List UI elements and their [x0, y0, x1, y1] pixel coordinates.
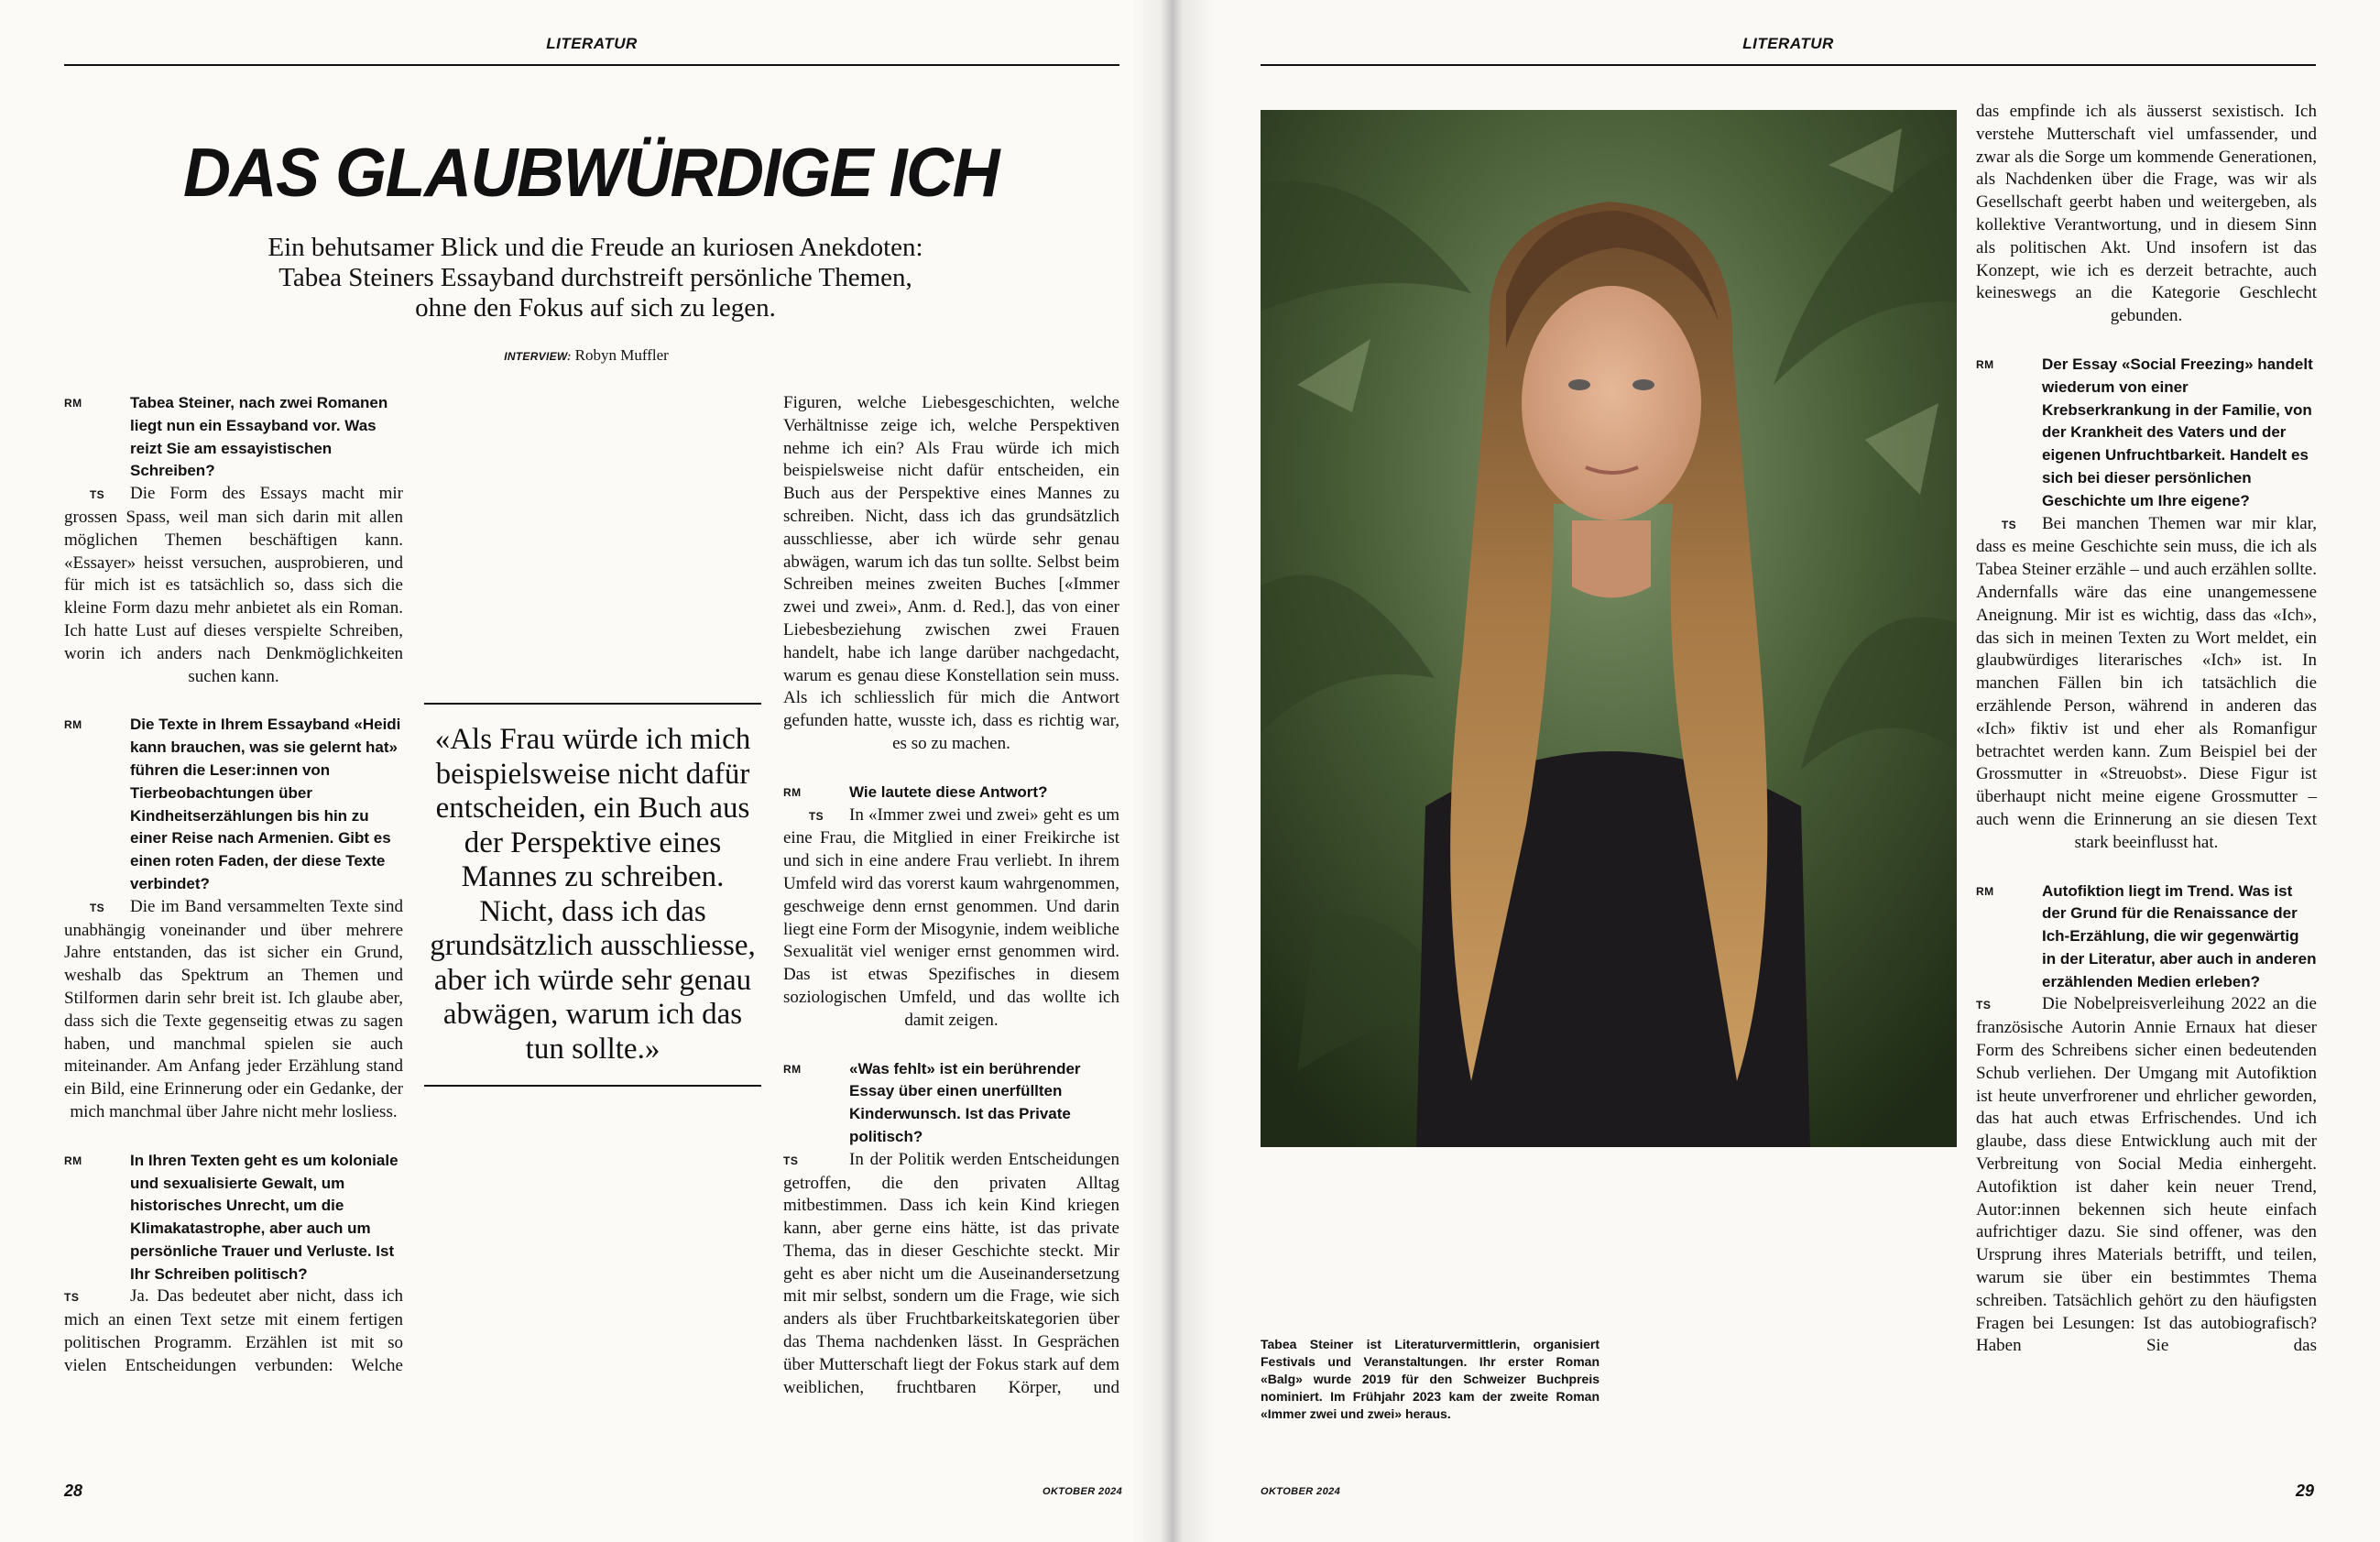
section-header: LITERATUR [546, 35, 638, 52]
question-block [64, 1150, 403, 1286]
question-text: «Was fehlt» ist ein berührender Essay über einen unerfüllten Kinderwunsch. Ist das Private politisch? [849, 1059, 1081, 1145]
speaker-label: TS [1976, 999, 1992, 1012]
question-block [1976, 354, 2317, 513]
answer-block [64, 483, 403, 688]
speaker-label: TS [2001, 518, 2017, 531]
text-column-3 [783, 392, 1119, 1425]
answer-text: Ja. Das bedeutet aber nicht, dass ich mich an einen Text setze mit einem fertigen politischen Programm. Erzählen ist mit so vielen Entscheidungen verbunden: Welche [64, 1286, 403, 1375]
speaker-label: TS [89, 901, 105, 914]
answer-block [783, 1149, 1119, 1400]
answer-text: Die Nobelpreisverleihung 2022 an die französische Autorin Annie Ernaux hat dieser Form des Schreibens sicher einen bedeutenden Schub verliehen. Der Umgang mit Autofiktion ist heute unverfrorener und ehrlicher geworden, das hat auch etwas Erfrischendes. Und ich glaube, dass diese Entwicklung auch mit der Verbreitung von Social Media einhergeht. Autofiktion ist daher kein neuer Trend, Autor:innen bekennen sich heute einfach aufrichtiger dazu. Sie sind offener, was den Ursprung ihres Materials betrifft, und teilen, warum sie über ein bestimmtes Thema schreiben. Tatsächlich gehört zu den häufigsten Fragen bei Lesungen: Ist das autobiografisch? Haben Sie das [1976, 994, 2317, 1356]
text-column-1 [64, 392, 403, 1404]
question-text: In Ihren Texten geht es um koloniale und sexualisierte Gewalt, um historisches Unrecht, um die Klimakatastrophe, aber auch um persönliche Trauer und Verluste. Ist Ihr Schreiben politisch? [130, 1151, 398, 1283]
question-text: Wie lautete diese Antwort? [849, 782, 1048, 801]
answer-text: In der Politik werden Entscheidungen getroffen, die den privaten Alltag mitbestimmen. Dass ich kein Kind kriegen kann, aber gerne eins hätte, ist das private Thema, das in dieser Geschichte steckt. Mir geht es aber nicht um die Auseinandersetzung mit mir selbst, sondern um die Frage, wie sich anders als über Fruchtbarkeitskategorien über das Thema nachdenken lässt. In Gesprächen über Mutterschaft liegt der Fokus stark auf dem weiblichen, fruchtbaren Körper, und [783, 1149, 1119, 1397]
speaker-label: RM [1976, 357, 1994, 371]
page-number: 29 [2296, 1482, 2315, 1500]
speaker-label: TS [783, 1154, 799, 1167]
header-rule [1261, 64, 2316, 66]
byline-label: INTERVIEW: [504, 350, 572, 363]
photo-caption: Tabea Steiner ist Literaturvermittlerin, organisiert Festivals und Veranstaltungen. Ihr erster Roman «Balg» wurde 2019 für den Schweizer Buchpreis nominiert. Im Frühjahr 2023 kam der zweite Roman «Immer zwei und zwei» heraus. [1261, 1337, 1599, 1421]
speaker-label: RM [64, 1154, 82, 1167]
portrait-photo [1261, 110, 1957, 1147]
lead-text [156, 233, 1035, 323]
answer-text: Die im Band versammelten Texte sind unabhängig voneinander und über mehrere Jahre entstanden, das ist sicher ein Grund, weshalb das Spektrum an Themen und Stilformen darin sehr breit ist. Ich glaube aber, dass sich die Texte gegenseitig etwas zu sagen haben, und manchmal spielen sie auch miteinander. Am Anfang jeder Erzählung stand ein Bild, eine Erinnerung oder ein Gedanke, der mich manchmal über Jahre nicht mehr losliess. [64, 896, 403, 1121]
issue-date: OKTOBER 2024 [1043, 1486, 1123, 1497]
answer-block [783, 804, 1119, 1033]
lead-line: ohne den Fokus auf sich zu legen. [415, 293, 776, 323]
speaker-label: RM [64, 397, 82, 410]
answer-block [1976, 993, 2317, 1358]
answer-continuation: Figuren, welche Liebesgeschichten, welche Verhältnisse zeige ich, welche Perspektiven nehme ich ein? Als Frau würde ich mich beispielsweise nicht dafür entscheiden, ein Buch aus der Perspektive eines Mannes zu schreiben. Nicht, dass ich das grundsätzlich ausschliesse, aber ich würde sehr genau abwägen, warum ich das tun sollte. Selbst beim Schreiben meines zweiten Buches [«Immer zwei und zwei», Anm. d. Red.], das von einer Liebesbeziehung zwischen zwei Frauen handelt, habe ich lange darüber nachgedacht, warum es genau diese Konstellation sein muss. Als ich schliesslich für mich die Antwort gefunden hatte, wusste ich, dass es richtig war, es so zu machen. [783, 393, 1119, 753]
section-header: LITERATUR [1742, 35, 1834, 52]
speaker-label: RM [1976, 884, 1994, 898]
header-rule [64, 64, 1119, 66]
question-block [64, 392, 403, 483]
headline: DAS GLAUBWÜRDIGE ICH [183, 135, 999, 212]
pull-quote: «Als Frau würde ich mich beispielsweise nicht dafür entscheiden, ein Buch aus der Perspektive eines Mannes zu schreiben. Nicht, dass ich das grundsätzlich ausschliesse, aber ich würde sehr genau abwägen, warum ich das tun sollte.» [424, 703, 761, 1087]
answer-continuation: das empfinde ich als äusserst sexistisch. Ich verstehe Mutterschaft viel umfassender, und zwar als die Sorge um kommende Generationen, als Nachdenken über die Frage, was wir als Gesellschaft geerbt haben und weitergeben, als kollektive Verantwortung, und in diesem Sinn als politischen Akt. Und insofern ist das Konzept, wie ich es derzeit betrachte, auch keineswegs an die Kategorie Geschlecht gebunden. [1976, 102, 2317, 326]
lead-line: Ein behutsamer Blick und die Freude an kuriosen Anekdoten: [267, 233, 923, 262]
question-text: Autofiktion liegt im Trend. Was ist der Grund für die Renaissance der Ich-Erzählung, die wir gegenwärtig in der Literatur, aber auch in anderen erzählenden Medien erleben? [2042, 881, 2317, 990]
answer-block [64, 1285, 403, 1377]
lead-line: Tabea Steiners Essayband durchstreift persönliche Themen, [278, 263, 912, 292]
page-number: 28 [64, 1482, 83, 1500]
answer-block [64, 896, 403, 1124]
question-block [783, 782, 1119, 804]
answer-block [1976, 513, 2317, 855]
answer-text: Bei manchen Themen war mir klar, dass es meine Geschichte sein muss, die ich als Tabea Steiner erzähle – und auch erzählen sollte. Andernfalls wäre das eine unangemessene Aneignung. Mir ist es wichtig, dass das «Ich», das sich in meinen Texten zu Wort meldet, ein glaubwürdiges literarisches «Ich» ist. In manchen Fällen bin ich tatsächlich die erzählende Person, während in anderen das «Ich» fiktiv ist und eher als Romanfigur betrachtet werden kann. Zum Beispiel bei der Grossmutter in «Streuobst». Diese Figur ist überhaupt nicht meine eigene Grossmutter – auch wenn die Erinnerung an sie diesen Text stark beeinflusst hat. [1976, 513, 2317, 852]
speaker-label: TS [808, 809, 824, 823]
question-block [783, 1058, 1119, 1149]
speaker-label: RM [783, 1062, 802, 1076]
answer-text: Die Form des Essays macht mir grossen Spass, weil man sich darin mit allen möglichen Themen beschäftigen kann. «Essayer» heisst versuchen, ausprobieren, und für mich ist es tatsächlich so, dass sich die kleine Form dazu mehr anbietet als ein Roman. Ich hatte Lust auf dieses verspielte Schreiben, worin ich anders nach Denkmöglichkeiten suchen kann. [64, 484, 403, 686]
speaker-label: TS [64, 1291, 80, 1305]
speaker-label: TS [89, 488, 105, 502]
question-block [1976, 880, 2317, 994]
question-text: Die Texte in Ihrem Essayband «Heidi kann brauchen, was sie gelernt hat» führen die Leser:innen von Tierbeobachtungen über Kindheitserzählungen bis hin zu einer Reise nach Armenien. Gibt es einen roten Faden, der diese Texte verbindet? [130, 716, 401, 892]
answer-text: In «Immer zwei und zwei» geht es um eine Frau, die Mitglied in einer Freikirche ist und sich in eine andere Frau verliebt. In ihrem Umfeld wird das vorerst kaum wahrgenommen, geschweige denn ernst genommen. Und darin liegt eine Form der Misogynie, indem weibliche Sexualität viel weniger ernst genommen wird. Das ist etwas Spezifisches in diesem soziologischen Umfeld, und das wollte ich damit zeigen. [783, 804, 1119, 1030]
speaker-label: RM [783, 785, 802, 799]
speaker-label: RM [64, 718, 82, 732]
byline [394, 346, 779, 365]
question-text: Tabea Steiner, nach zwei Romanen liegt nun ein Essayband vor. Was reizt Sie am essayistischen Schreiben? [130, 394, 388, 480]
question-text: Der Essay «Social Freezing» handelt wiederum von einer Krebserkrankung in der Familie, von der Krankheit des Vaters und der eigenen Unfruchtbarkeit. Handelt es sich bei dieser persönlichen Geschichte um Ihre eigene? [2042, 355, 2313, 509]
issue-date: OKTOBER 2024 [1261, 1486, 1341, 1497]
text-column-4 [1976, 101, 2317, 1383]
question-block [64, 714, 403, 895]
left-page [0, 0, 1170, 1542]
byline-name: Robyn Muffler [574, 346, 669, 364]
portrait-illustration [1261, 110, 1957, 1147]
